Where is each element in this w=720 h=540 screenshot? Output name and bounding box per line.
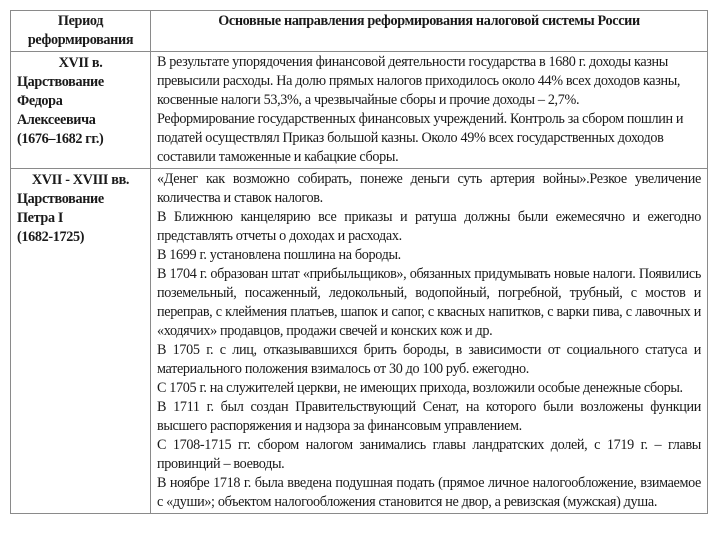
- paragraph: С 1705 г. на служителей церкви, не имеющих прихода, возложили особые денежные сборы.: [157, 380, 683, 396]
- period-cell: [11, 169, 151, 514]
- header-period: Период реформирования: [11, 11, 151, 52]
- table-row: [11, 169, 708, 514]
- paragraph: В 1711 г. был создан Правительствующий Сенат, на которого были возложены функции высшего распоряжения и надзора за финансовым управлением.: [157, 399, 701, 434]
- period-century: XVII - XVIII вв.: [31, 172, 130, 188]
- header-row: [11, 11, 708, 52]
- paragraph: С 1708-1715 гг. сбором налогом занимались главы ландратских долей, с 1719 г. – главы провинций – воеводы.: [157, 437, 701, 472]
- directions-cell: [151, 169, 708, 514]
- paragraph: В 1705 г. с лиц, отказывавшихся брить бороды, в зависимости от социального статуса и материального положения взималось от 30 до 100 руб. ежегодно.: [157, 342, 701, 377]
- period-reign: Царствование Федора Алексеевича: [17, 74, 104, 128]
- period-years: (1676–1682 гг.): [17, 131, 104, 147]
- paragraph: В 1699 г. установлена пошлина на бороды.: [157, 247, 401, 263]
- paragraph: В 1704 г. образован штат «прибыльщиков», обязанных придумывать новые налоги. Появились поземельный, посаженный, ледокольный, водопойный, погребной, трубный, с мостов и переправ, с клеймения платьев, шапок и сапог, с квасных напитков, с варки пива, с лавочных и «ходячих» продавцов, продажи свечей и конских кож и др.: [157, 266, 701, 339]
- period-century: XVII в.: [58, 55, 103, 71]
- paragraph: В результате упорядочения финансовой деятельности государства в 1680 г. доходы казны превысили расходы. На долю прямых налогов приходилось около 44% всех доходов казны, косвенные налоги 53,3%, а чрезвычайные сборы и прочие доходы – 2,7%.: [157, 54, 681, 108]
- header-directions: Основные направления реформирования налоговой системы России: [151, 11, 708, 52]
- period-years: (1682-1725): [17, 229, 85, 245]
- paragraph: «Денег как возможно собирать, понеже деньги суть артерия войны».Резкое увеличение количества и ставок налогов.: [157, 171, 701, 206]
- paragraph: В Ближнюю канцелярию все приказы и ратуша должны были ежемесячно и ежегодно представлять отчеты о доходах и расходах.: [157, 209, 701, 244]
- table-row: [11, 52, 708, 169]
- directions-cell: [151, 52, 708, 169]
- tax-reform-table: [10, 10, 708, 514]
- paragraph: В ноябре 1718 г. была введена подушная подать (прямое личное налогообложение, взимаемое с «души»; объектом налогообложения становится не двор, а ревизская (мужская) душа.: [157, 475, 701, 510]
- period-cell: [11, 52, 151, 169]
- period-reign: Царствование Петра I: [17, 191, 104, 226]
- paragraph: Реформирование государственных финансовых учреждений. Контроль за сбором пошлин и податей осуществлял Приказ большой казны. Около 49% всех государственных доходов составили таможенные и кабацкие сборы.: [157, 111, 684, 165]
